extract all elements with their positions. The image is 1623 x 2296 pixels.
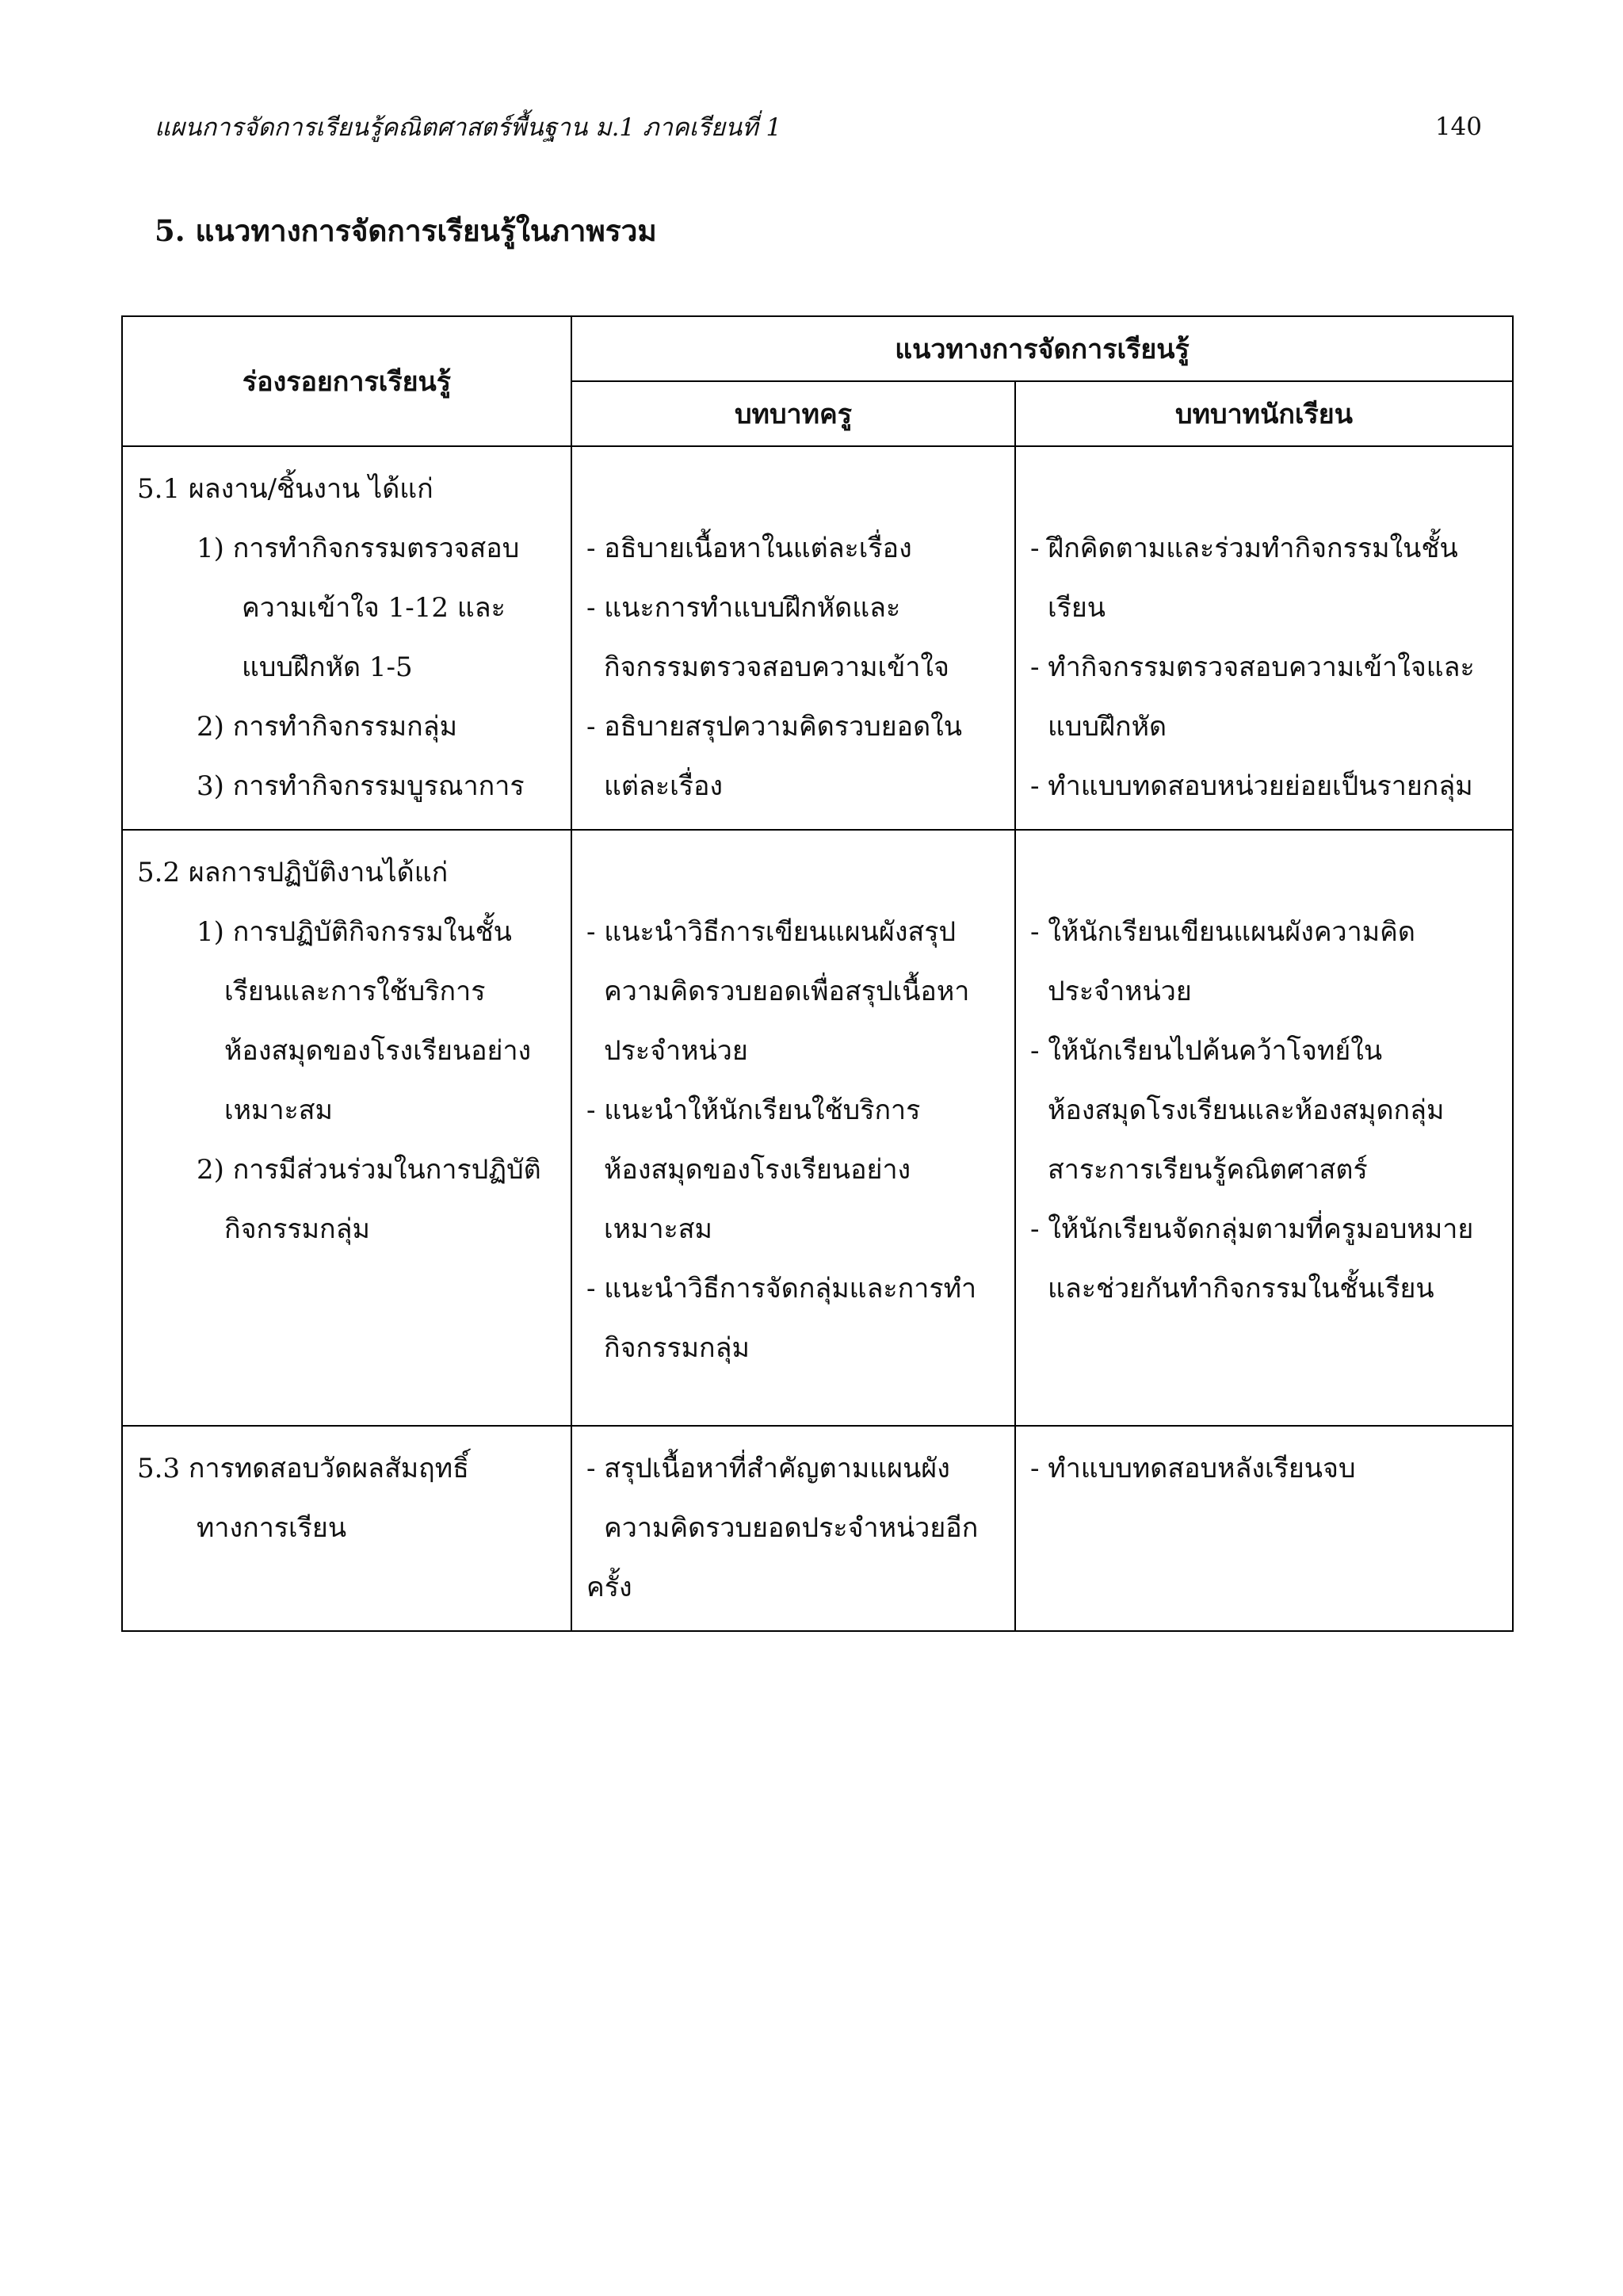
trace-item-continued: เรียนและการใช้บริการ xyxy=(224,976,486,1007)
teacher-role-line: ห้องสมุดของโรงเรียนอย่าง xyxy=(604,1154,911,1186)
teacher-role-cell xyxy=(571,830,1015,1426)
trace-heading: 5.2 ผลการปฏิบัติงานได้แก่ xyxy=(137,857,449,888)
student-role-cell xyxy=(1015,446,1513,830)
teacher-role-line: ครั้ง xyxy=(586,1572,632,1603)
trace-cell xyxy=(122,1426,571,1631)
trace-item: 3) การทำกิจกรรมบูรณาการ xyxy=(197,770,525,802)
trace-item-continued: ทางการเรียน xyxy=(197,1512,347,1544)
trace-item-continued: เหมาะสม xyxy=(224,1095,333,1126)
student-role-line: สาระการเรียนรู้คณิตศาสตร์ xyxy=(1048,1154,1368,1186)
teacher-role-line: - แนะการทำแบบฝึกหัดและ xyxy=(586,592,901,624)
trace-cell xyxy=(122,446,571,830)
teacher-role-line: - อธิบายสรุปความคิดรวบยอดใน xyxy=(586,711,963,743)
teacher-role-line: กิจกรรมตรวจสอบความเข้าใจ xyxy=(604,651,949,683)
student-role-line: - ให้นักเรียนไปค้นคว้าโจทย์ใน xyxy=(1030,1035,1383,1067)
trace-heading: 5.3 การทดสอบวัดผลสัมฤทธิ์ xyxy=(137,1453,469,1484)
trace-item-continued: ห้องสมุดของโรงเรียนอย่าง xyxy=(224,1035,532,1067)
student-role-line: ห้องสมุดโรงเรียนและห้องสมุดกลุ่ม xyxy=(1048,1095,1445,1126)
student-role-line: เรียน xyxy=(1048,592,1106,624)
teacher-role-line: ประจำหน่วย xyxy=(604,1035,748,1067)
header-student-role: บทบาทนักเรียน xyxy=(1015,381,1513,446)
student-role-cell xyxy=(1015,1426,1513,1631)
table-row xyxy=(122,446,1513,830)
teacher-role-line: กิจกรรมกลุ่ม xyxy=(604,1332,750,1364)
header-learning-approach: แนวทางการจัดการเรียนรู้ xyxy=(571,316,1513,381)
student-role-cell xyxy=(1015,830,1513,1426)
trace-item: 2) การมีส่วนร่วมในการปฏิบัติ xyxy=(197,1154,541,1186)
section-title: 5. แนวทางการจัดการเรียนรู้ในภาพรวม xyxy=(155,213,657,248)
trace-item-continued: ความเข้าใจ 1-12 และ xyxy=(242,592,506,624)
teacher-role-line: ความคิดรวบยอดประจำหน่วยอีก xyxy=(604,1512,979,1544)
page-header xyxy=(155,107,1482,147)
teacher-role-line: แต่ละเรื่อง xyxy=(604,770,723,802)
table-row xyxy=(122,830,1513,1426)
teacher-role-line: - อธิบายเนื้อหาในแต่ละเรื่อง xyxy=(586,533,912,564)
student-role-line: - ให้นักเรียนเขียนแผนผังความคิด xyxy=(1030,916,1415,948)
student-role-line: - ฝึกคิดตามและร่วมทำกิจกรรมในชั้น xyxy=(1030,533,1458,564)
trace-heading: 5.1 ผลงาน/ชิ้นงาน ได้แก่ xyxy=(137,473,433,505)
student-role-line: - ทำแบบทดสอบหลังเรียนจบ xyxy=(1030,1453,1356,1484)
student-role-line: แบบฝึกหัด xyxy=(1048,711,1167,743)
student-role-line: - ทำกิจกรรมตรวจสอบความเข้าใจและ xyxy=(1030,651,1475,683)
teacher-role-cell xyxy=(571,446,1015,830)
trace-item: 1) การทำกิจกรรมตรวจสอบ xyxy=(197,533,520,564)
teacher-role-line: - สรุปเนื้อหาที่สำคัญตามแผนผัง xyxy=(586,1453,950,1484)
teacher-role-line: ความคิดรวบยอดเพื่อสรุปเนื้อหา xyxy=(604,976,970,1007)
header-teacher-role: บทบาทครู xyxy=(571,381,1015,446)
trace-cell xyxy=(122,830,571,1426)
page-number: 140 xyxy=(1434,113,1482,141)
student-role-line: - ทำแบบทดสอบหน่วยย่อยเป็นรายกลุ่ม xyxy=(1030,770,1473,802)
student-role-line: ประจำหน่วย xyxy=(1048,976,1192,1007)
student-role-line: และช่วยกันทำกิจกรรมในชั้นเรียน xyxy=(1048,1273,1434,1305)
trace-item: 2) การทำกิจกรรมกลุ่ม xyxy=(197,711,458,743)
header-learning-trace: ร่องรอยการเรียนรู้ xyxy=(122,316,571,446)
document-title: แผนการจัดการเรียนรู้คณิตศาสตร์พื้นฐาน ม.1 ภาคเรียนที่ 1 xyxy=(155,113,782,142)
trace-item-continued: กิจกรรมกลุ่ม xyxy=(224,1213,370,1245)
table-row xyxy=(122,1426,1513,1631)
teacher-role-line: เหมาะสม xyxy=(604,1213,712,1245)
teacher-role-cell xyxy=(571,1426,1015,1631)
student-role-line: - ให้นักเรียนจัดกลุ่มตามที่ครูมอบหมาย xyxy=(1030,1213,1474,1245)
teacher-role-line: - แนะนำวิธีการเขียนแผนผังสรุป xyxy=(586,916,957,948)
teacher-role-line: - แนะนำให้นักเรียนใช้บริการ xyxy=(586,1095,921,1126)
trace-item-continued: แบบฝึกหัด 1-5 xyxy=(242,651,413,683)
teacher-role-line: - แนะนำวิธีการจัดกลุ่มและการทำ xyxy=(586,1273,977,1305)
trace-item: 1) การปฏิบัติกิจกรรมในชั้น xyxy=(197,916,512,948)
learning-plan-table xyxy=(121,315,1514,1632)
